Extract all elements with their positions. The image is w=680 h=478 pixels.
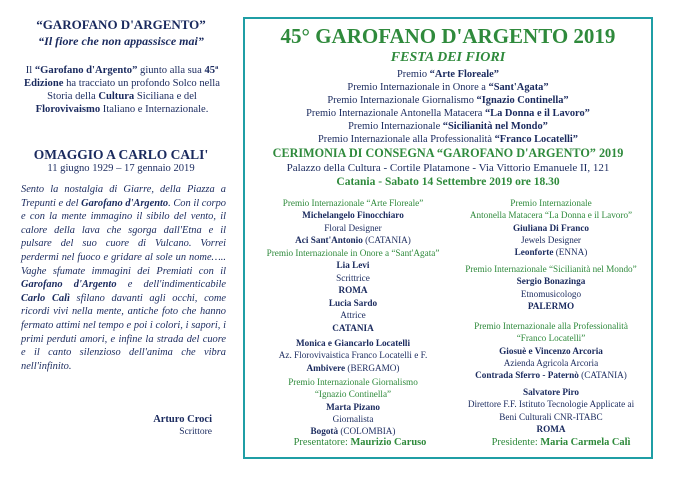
winner-role: Scrittrice [336, 272, 370, 283]
award-name: Premio Internazionale “Sicilianità nel Mondo” [465, 264, 637, 274]
winner-block [258, 297, 448, 334]
winner-role: Attrice [340, 310, 366, 321]
poem-text [21, 183, 226, 373]
prize-line [245, 95, 651, 106]
city-province: (CATANIA) [362, 234, 411, 245]
poem-part: Carlo Calì [21, 292, 70, 304]
presenter-name: Maurizio Caruso [350, 437, 427, 448]
winner-city [250, 284, 456, 296]
winner-name: Lia Levi [336, 260, 370, 271]
winner-name: Monica e Giancarlo Locatelli [295, 338, 411, 348]
winner-name: Sergio Bonazinga [516, 276, 586, 287]
city-main: ROMA [338, 284, 368, 295]
winner-role: Floral Designer [324, 222, 382, 233]
left-subtitle: “Il fiore che non appassisce mai” [38, 34, 204, 48]
omaggio-heading: OMAGGIO A CARLO CALI' [33, 147, 209, 162]
winner-block [258, 376, 448, 437]
presenter-label: Presentatore: [293, 437, 351, 448]
winner-role: Etnomusicologo [520, 288, 582, 299]
winner-city [258, 425, 448, 437]
winner-block [258, 197, 448, 246]
city-main: Aci Sant'Antonio [295, 234, 363, 245]
award-name: Premio Internazionale “Arte Floreale” [282, 198, 424, 208]
winner-role: Jewels Designer [521, 234, 581, 245]
city-province: (BERGAMO) [345, 362, 400, 373]
prize-line [245, 69, 651, 80]
prize-line [245, 82, 651, 93]
winner-city [252, 362, 454, 374]
winner-name: Marta Pizano [326, 401, 380, 412]
poem-part: e dell'indimenticabile [116, 279, 227, 291]
ceremony-place: Palazzo della Cultura - Cortile Platamone - Via Vittorio Emanuele II, 121 [286, 162, 610, 174]
poem-part: sfilano davanti agli occhi, come ricordi vivi nella mente, antiche foto che hanno fermato attimi nel tempo e poi i colori, i sapori, i primi perduti amori, e infine la strada del cuore e il canto silenzioso dell'anima che vibra nell'infinito. [21, 292, 226, 372]
winner-city [258, 234, 448, 246]
prize-prefix: Premio Internazionale alla Professionalità [318, 134, 495, 145]
winner-block [448, 386, 654, 435]
prize-prefix: Premio Internazionale in Onore a [347, 82, 489, 93]
city-main: Contrada Sferro - Paternò [475, 370, 579, 381]
winner-city [258, 322, 448, 334]
winner-city [450, 369, 652, 381]
prize-name: “Ignazio Continella” [476, 95, 569, 106]
ceremony-date: Catania - Sabato 14 Settembre 2019 ore 18.30 [336, 176, 560, 188]
winner-name: Giosuè e Vincenzo Arcoria [499, 345, 603, 356]
poem-part: Sento la nostalgia di Giarre, della Piazza a Trepunti e del [21, 184, 226, 209]
prize-name: “Sicilianità nel Mondo” [442, 121, 548, 132]
winner-name: Michelangelo Finocchiaro [302, 210, 404, 221]
poem-part: Garofano d'Argento [21, 279, 117, 291]
city-main: Ambivere [306, 362, 346, 373]
prize-name: “La Donna e il Lavoro” [484, 108, 590, 119]
poem-part: Garofano d'Argento [81, 197, 169, 209]
award-name: “Franco Locatelli” [516, 333, 586, 344]
winner-role: Beni Culturali CNR-ITABC [499, 411, 603, 422]
poem-author: Arturo Croci [153, 414, 212, 425]
award-name: Premio Internazionale alla Professionalità [474, 321, 628, 331]
winner-role: Az. Florovivaistica Franco Locatelli e F. [278, 350, 428, 361]
city-main: ROMA [536, 423, 566, 434]
intro-part: giunto alla sua [137, 65, 205, 76]
prize-prefix: Premio Internazionale [348, 121, 443, 132]
intro-part: Il [25, 65, 35, 76]
president-line [466, 437, 656, 448]
winner-role: Azienda Agricola Arcoria [503, 357, 599, 368]
city-province: (ENNA) [553, 247, 588, 258]
city-main: Bogotà [310, 426, 339, 437]
city-province: (CATANIA) [578, 370, 627, 381]
poem-author-role: Scrittore [179, 427, 212, 437]
event-subtitle: FESTA DEI FIORI [390, 50, 506, 65]
award-name: “Ignazio Continella” [314, 389, 392, 400]
intro-part: Siciliana e del [134, 91, 197, 102]
city-main: PALERMO [527, 300, 575, 311]
winner-city [452, 246, 650, 258]
winner-block [450, 263, 652, 312]
winner-role: Giornalista [332, 413, 374, 424]
intro-part: Florovivaismo [35, 104, 101, 115]
winner-role: Direttore F.F. Istituto Tecnologie Applicate ai [467, 399, 635, 410]
intro-part: ha tracciato un profondo Solco nella Storia della [47, 78, 220, 102]
left-intro-paragraph [16, 64, 228, 116]
prize-line [245, 134, 651, 145]
winner-block [450, 320, 652, 381]
winner-name: Salvatore Piro [522, 387, 580, 397]
winner-name: Giuliana Di Franco [512, 222, 590, 233]
intro-part: Cultura [98, 91, 135, 102]
city-province: (COLOMBIA) [338, 426, 396, 437]
prize-name: “Sant'Agata” [488, 82, 549, 93]
award-name: Premio Internazionale in Onore a “Sant'Agata” [266, 248, 440, 258]
president-label: Presidente: [491, 437, 541, 448]
award-name: Premio Internazionale Giornalismo [288, 377, 418, 387]
prize-name: “Franco Locatelli” [494, 134, 578, 145]
winner-city [448, 423, 654, 435]
prize-prefix: Premio [397, 69, 430, 80]
presenter-line [280, 437, 440, 448]
award-name: Antonella Matacera “La Donna e il Lavoro” [469, 210, 633, 221]
winner-block [252, 337, 454, 374]
city-main: CATANIA [332, 322, 374, 333]
city-main: Leonforte [514, 247, 554, 258]
omaggio-dates: 11 giugno 1929 – 17 gennaio 2019 [47, 163, 195, 174]
president-name: Maria Carmela Calì [540, 437, 631, 448]
left-title: “GAROFANO D'ARGENTO” [36, 17, 206, 32]
winner-city [450, 300, 652, 312]
prize-line [245, 108, 651, 119]
event-title: 45° GAROFANO D'ARGENTO 2019 [280, 24, 616, 48]
award-name: Premio Internazionale [510, 198, 592, 208]
intro-part: 45ª Edizione [24, 65, 219, 89]
winner-block [452, 197, 650, 258]
prize-prefix: Premio Internazionale Giornalismo [327, 95, 477, 106]
prize-prefix: Premio Internazionale Antonella Matacera [306, 108, 485, 119]
winner-name: Lucia Sardo [328, 298, 378, 308]
winner-block [250, 247, 456, 296]
poem-part: . Con il corpo e con la mente immagino il sibilo del vento, il calore della lava che sgorga dall'Etna e il pulsare del suo cuore di Vulcano. Vorrei perdermi nel fuoco e gridare al sole un nome….. Vaghe sfumate immagini dei Premiati con il [21, 197, 226, 277]
prize-line [245, 121, 651, 132]
intro-part: “Garofano d'Argento” [34, 65, 138, 76]
prize-name: “Arte Floreale” [429, 69, 499, 80]
intro-part: Italiano e Internazionale. [100, 104, 209, 115]
ceremony-heading: CERIMONIA DI CONSEGNA “GAROFANO D'ARGENTO” 2019 [272, 146, 624, 160]
